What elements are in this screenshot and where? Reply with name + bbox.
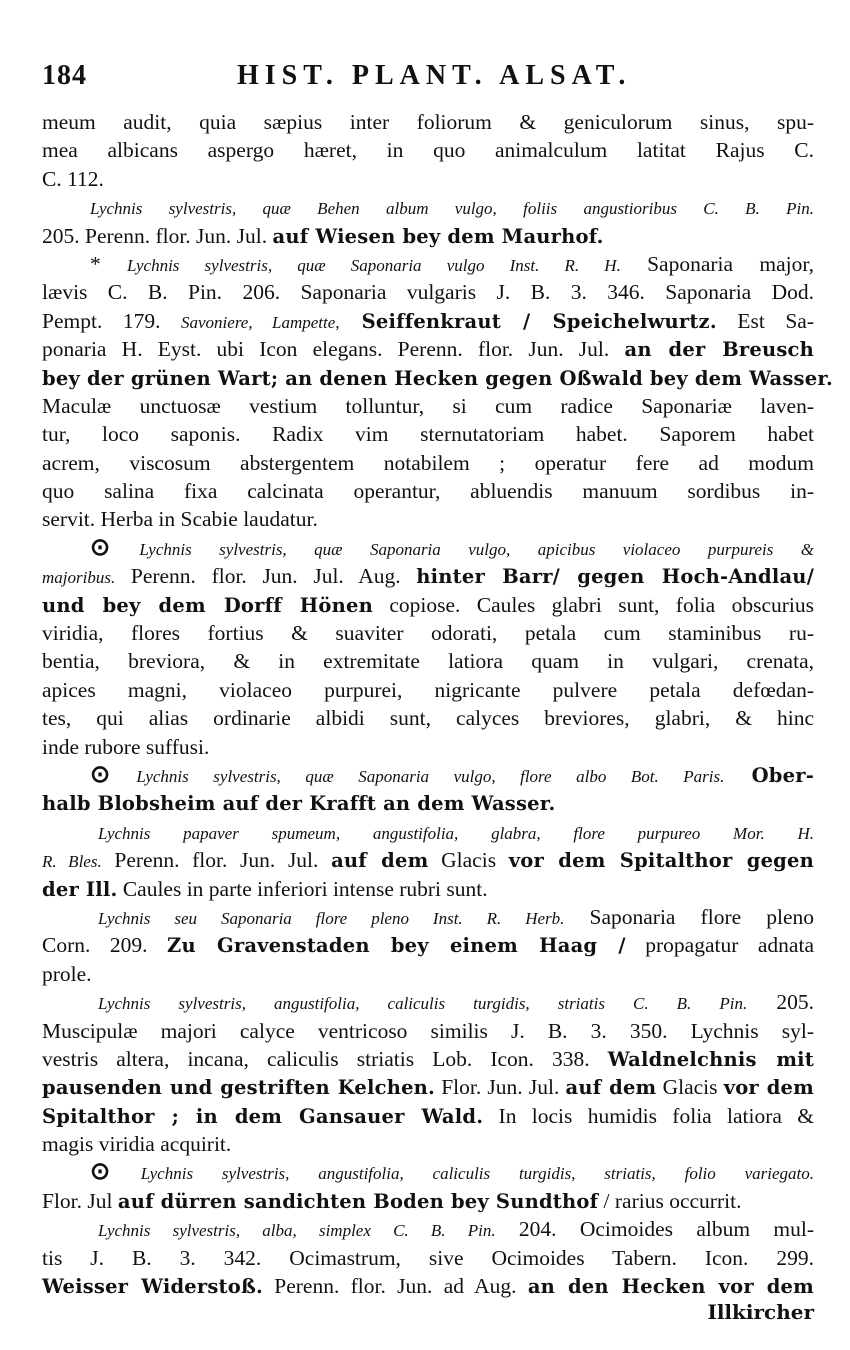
fraktur-phrase: auf dürren sandichten Boden bey Sundthof [117, 1189, 599, 1213]
latin-phrase: servit. Herba in Scabie laudatur. [42, 507, 318, 532]
latin-phrase: 205. [747, 990, 814, 1015]
fraktur-phrase: vor dem Spitalthor gegen [508, 849, 814, 873]
fraktur-phrase: Seiffenkraut / Speichelwurtz. [339, 309, 717, 333]
latin-phrase: Corn. 209. [42, 933, 168, 958]
text-line [42, 1244, 814, 1272]
fraktur-phrase: auf Wiesen bey dem Maurhof. [272, 224, 604, 248]
latin-phrase: vestris altera, incana, caliculis striatis Lob. Icon. 338. [42, 1046, 608, 1071]
latin-phrase: Caules in parte inferiori intense rubri sunt. [117, 876, 488, 901]
fraktur-phrase: hinter Barr/ gegen Hoch-Andlau/ [416, 565, 815, 589]
fraktur-phrase: und bey dem Dorff Hönen [42, 593, 373, 617]
italic-phrase: Lychnis sylvestris, quæ Saponaria vulgo Inst. R. H. [127, 255, 621, 275]
running-head: HIST. PLANT. ALSAT. [237, 60, 632, 91]
latin-phrase: Perenn. flor. Jun. Jul. Aug. [115, 564, 417, 589]
text-line [42, 420, 814, 448]
text-line [42, 761, 814, 789]
latin-phrase: meum audit, quia sæpius inter foliorum & geniculorum sinus, spu- [42, 110, 814, 134]
latin-phrase: Perenn. flor. Jun. Jul. [101, 848, 332, 873]
italic-phrase: Lychnis sylvestris, alba, simplex C. B. Pin. [98, 1221, 496, 1241]
latin-phrase: 204. Ocimoides album mul- [495, 1217, 814, 1242]
text-line [42, 1073, 814, 1101]
text-line [42, 875, 814, 903]
latin-phrase: acrem, viscosum abstergentem notabilem ; operatur fere ad modum [42, 450, 814, 475]
text-line [42, 1187, 814, 1215]
latin-phrase: Est Sa- [716, 308, 814, 333]
latin-phrase: tur, loco saponis. Radix vim sternutatoriam habet. Saporem habet [42, 422, 814, 447]
sun-symbol-icon: ⊙ [90, 1159, 141, 1186]
latin-phrase: mea albicans aspergo hæret, in quo animalculum latitat Rajus C. [42, 138, 814, 163]
text-line [42, 250, 814, 278]
italic-phrase: R. Bles. [42, 852, 102, 872]
text-line [42, 449, 814, 477]
text-line [42, 960, 814, 988]
italic-phrase: Lychnis seu Saponaria flore pleno Inst. R. Herb. [98, 908, 565, 928]
text-line [42, 477, 814, 505]
text-line [42, 591, 814, 619]
latin-phrase: tes, qui alias ordinarie albidi sunt, calyces breviores, glabri, & hinc [42, 706, 814, 731]
fraktur-phrase: vor dem [723, 1076, 814, 1100]
sun-symbol-icon: ⊙ [90, 761, 137, 788]
latin-phrase: quo salina fixa calcinata operantur, abluendis manuum sordibus in- [42, 479, 814, 504]
latin-phrase: Saponaria flore pleno [564, 904, 814, 929]
text-line [42, 1045, 814, 1073]
latin-phrase: prole. [42, 961, 92, 986]
latin-phrase: inde rubore suffusi. [42, 734, 210, 759]
text-line [42, 364, 833, 392]
catchword: Illkircher [707, 1300, 814, 1324]
fraktur-phrase: auf dem [565, 1076, 657, 1100]
page-body-text [42, 108, 833, 1300]
text-line [42, 647, 814, 675]
text-line [42, 505, 814, 533]
text-line [42, 619, 814, 647]
fraktur-phrase: Spitalthor ; in dem Gansauer Wald. [42, 1104, 484, 1128]
fraktur-phrase: Ober- [724, 763, 815, 787]
text-line [42, 988, 814, 1016]
italic-phrase: Lychnis sylvestris, quæ Saponaria vulgo, apicibus violaceo purpureis & [139, 539, 814, 559]
text-line [42, 1102, 814, 1130]
latin-phrase: Muscipulæ majori calyce ventricoso similis J. B. 3. 350. Lychnis syl- [42, 1018, 814, 1043]
text-line [42, 335, 814, 363]
text-line [42, 193, 814, 221]
italic-phrase: Lychnis papaver spumeum, angustifolia, glabra, flore purpureo Mor. H. [98, 823, 814, 843]
fraktur-phrase: an der Breusch [624, 338, 815, 362]
latin-phrase: Flor. Jun. Jul. [435, 1075, 566, 1100]
text-line [42, 704, 814, 732]
latin-phrase: Saponaria major, [620, 251, 815, 276]
text-line [42, 136, 814, 164]
italic-phrase: Lychnis sylvestris, angustifolia, caliculis turgidis, striatis, folio variegato. [140, 1164, 815, 1184]
text-line [42, 903, 814, 931]
latin-phrase: viridia, flores fortius & suaviter odorati, petala cum staminibus ru- [42, 621, 814, 646]
latin-phrase: Perenn. flor. Jun. ad Aug. [262, 1274, 528, 1299]
latin-phrase: Pempt. 179. [42, 308, 181, 333]
latin-phrase: 205. Perenn. flor. Jun. Jul. [42, 223, 273, 248]
latin-phrase: ponaria H. Eyst. ubi Icon elegans. Perenn. flor. Jun. Jul. [42, 337, 625, 362]
text-line [42, 392, 814, 420]
fraktur-phrase: Weisser Widerstoß. [42, 1275, 263, 1299]
latin-phrase: Glacis [428, 848, 509, 873]
text-line [42, 789, 814, 817]
latin-phrase: bentia, breviora, & in extremitate latiora quam in vulgari, crenata, [42, 649, 814, 674]
fraktur-phrase: auf dem [331, 849, 429, 873]
text-line [42, 733, 814, 761]
latin-phrase: In locis humidis folia latiora & [483, 1103, 814, 1128]
text-line [42, 1158, 814, 1186]
text-line [42, 222, 814, 250]
latin-phrase: apices magni, violaceo purpurei, nigricante pulvere petala defœdan- [42, 677, 814, 702]
latin-phrase: propagatur adnata [625, 933, 814, 958]
latin-phrase: lævis C. B. Pin. 206. Saponaria vulgaris J. B. 3. 346. Saponaria Dod. [42, 280, 814, 305]
italic-phrase: majoribus. [42, 568, 116, 588]
latin-phrase: magis viridia acquirit. [42, 1132, 232, 1157]
page-header [42, 56, 822, 100]
fraktur-phrase: halb Blobsheim auf der Krafft an dem Wasser. [42, 792, 556, 816]
italic-phrase: Savoniere, Lampette, [181, 312, 340, 332]
italic-phrase: Lychnis sylvestris, quæ Behen album vulgo, foliis angustioribus C. B. Pin. [90, 199, 814, 219]
text-line [42, 165, 814, 193]
text-line [42, 108, 814, 136]
text-line [42, 1215, 814, 1243]
latin-phrase: Maculæ unctuosæ vestium tolluntur, si cum radice Saponariæ laven- [42, 393, 814, 418]
fraktur-phrase: Waldnelchnis mit [607, 1047, 814, 1071]
text-line [42, 534, 814, 562]
page-number: 184 [42, 60, 87, 91]
text-line [42, 1130, 814, 1158]
latin-phrase: Glacis [656, 1075, 724, 1100]
fraktur-phrase: Zu Gravenstaden bey einem Haag / [167, 934, 626, 958]
italic-phrase: Lychnis sylvestris, angustifolia, caliculis turgidis, striatis C. B. Pin. [98, 994, 748, 1014]
fraktur-phrase: pausenden und gestriften Kelchen. [42, 1076, 436, 1100]
latin-phrase: C. 112. [42, 166, 104, 191]
fraktur-phrase: bey der grünen Wart; an denen Hecken gegen Oßwald bey dem Wasser. [42, 366, 833, 390]
text-line [42, 818, 814, 846]
latin-phrase: / rarius occurrit. [598, 1188, 742, 1213]
latin-phrase: tis J. B. 3. 342. Ocimastrum, sive Ocimoides Tabern. Icon. 299. [42, 1245, 814, 1270]
text-line [42, 846, 814, 874]
italic-phrase: Lychnis sylvestris, quæ Saponaria vulgo, flore albo Bot. Paris. [136, 766, 725, 786]
fraktur-phrase: der Ill. [42, 877, 118, 901]
text-line [42, 1017, 814, 1045]
sun-symbol-icon: ⊙ [90, 534, 140, 561]
text-line [42, 931, 814, 959]
text-line [42, 307, 814, 335]
text-line [42, 562, 814, 590]
latin-phrase: Flor. Jul [42, 1188, 118, 1213]
latin-phrase: * [90, 251, 128, 276]
text-line [42, 1272, 814, 1300]
catchword-row [42, 1300, 814, 1330]
latin-phrase: copiose. Caules glabri sunt, folia obscurius [372, 592, 814, 617]
fraktur-phrase: an den Hecken vor dem [527, 1275, 814, 1299]
text-line [42, 278, 814, 306]
text-line [42, 676, 814, 704]
